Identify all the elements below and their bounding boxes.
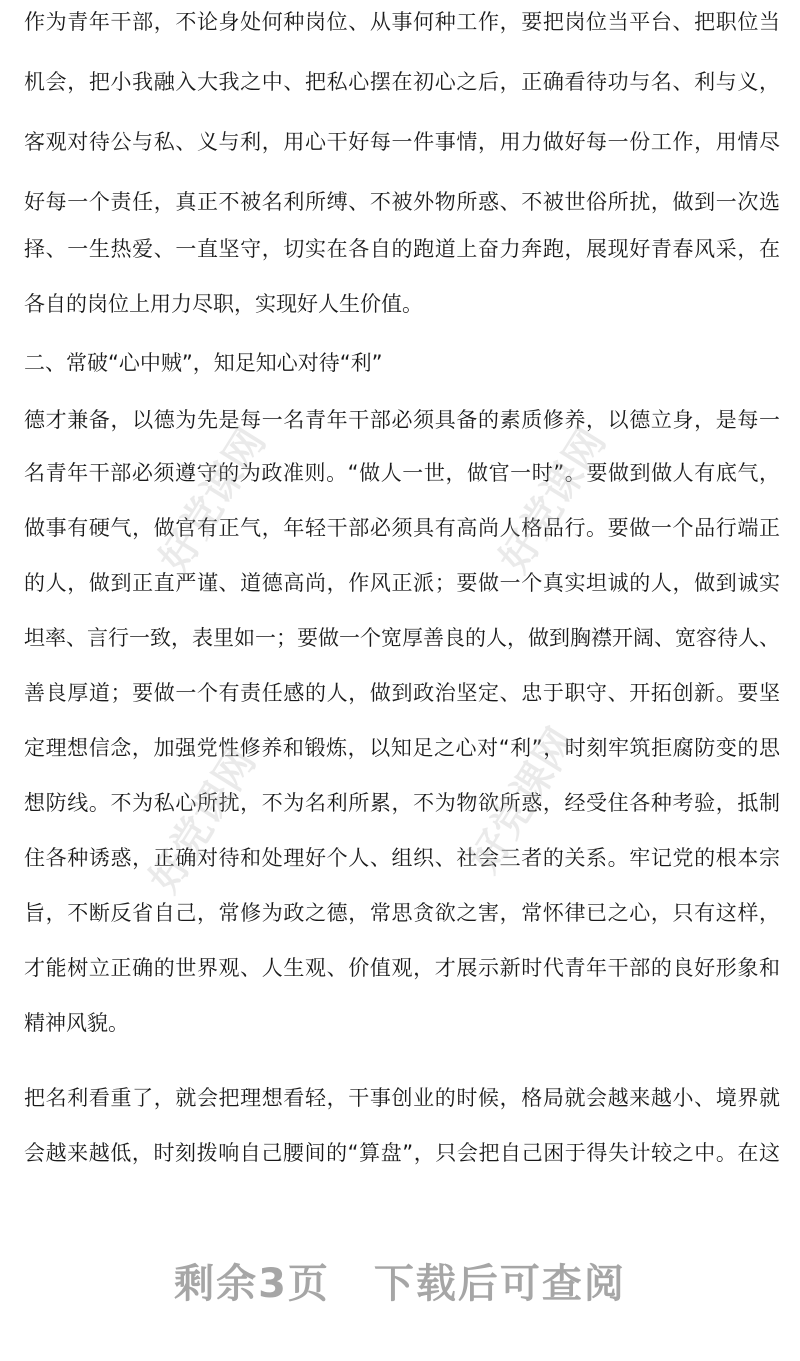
paragraph-line: 精神风貌。	[24, 1011, 129, 1035]
paragraph-line: 机会，把小我融入大我之中、把私心摆在初心之后，正确看待功与名、利与义，	[24, 70, 780, 94]
watermark-text: 好党课网	[461, 720, 585, 881]
section-heading: 二、常破“心中贼”，知足知心对待“利”	[24, 351, 383, 375]
watermark-text: 好党课网	[151, 420, 275, 581]
paragraph-line: 做事有硬气，做官有正气，年轻干部必须具有高尚人格品行。要做一个品行端正	[24, 516, 780, 540]
paragraph-line: 坦率、言行一致，表里如一；要做一个宽厚善良的人，做到胸襟开阔、宽容待人、	[24, 626, 780, 650]
paragraph-line: 把名利看重了，就会把理想看轻，干事创业的时候，格局就会越来越小、境界就	[24, 1086, 780, 1110]
paragraph-line: 善良厚道；要做一个有责任感的人，做到政治坚定、忠于职守、开拓创新。要坚	[24, 681, 780, 705]
paragraph-line: 名青年干部必须遵守的为政准则。“做人一世，做官一时”。要做到做人有底气，	[24, 461, 780, 485]
paragraph-line: 作为青年干部，不论身处何种岗位、从事何种工作，要把岗位当平台、把职位当	[24, 10, 780, 34]
paragraph-line: 各自的岗位上用力尽职，实现好人生价值。	[24, 292, 423, 316]
paragraph-line: 的人，做到正直严谨、道德高尚，作风正派；要做一个真实坦诚的人，做到诚实	[24, 571, 780, 595]
paragraph-line: 定理想信念，加强党性修养和锻炼，以知足之心对“利”，时刻牢筑拒腐防变的思	[24, 736, 780, 760]
paragraph-line: 择、一生热爱、一直坚守，切实在各自的跑道上奋力奔跑，展现好青春风采，在	[24, 237, 780, 261]
paragraph-line: 会越来越低，时刻拨响自己腰间的“算盘”，只会把自己困于得失计较之中。在这	[24, 1141, 780, 1165]
watermark-text: 好党课网	[141, 740, 265, 901]
paragraph-line: 德才兼备，以德为先是每一名青年干部必须具备的素质修养，以德立身，是每一	[24, 408, 780, 432]
remaining-pages-label: 剩余3页	[174, 1261, 330, 1307]
paragraph-line: 想防线。不为私心所扰，不为名利所累，不为物欲所惑，经受住各种考验，抵制	[24, 791, 780, 815]
paragraph-line: 好每一个责任，真正不被名利所缚、不被外物所惑、不被世俗所扰，做到一次选	[24, 190, 780, 214]
paragraph-line: 才能树立正确的世界观、人生观、价值观，才展示新时代青年干部的良好形象和	[24, 956, 780, 980]
watermark-text: 好党课网	[491, 420, 615, 581]
download-to-view-label[interactable]: 下载后可查阅	[373, 1261, 626, 1307]
paragraph-line: 住各种诱惑，正确对待和处理好个人、组织、社会三者的关系。牢记党的根本宗	[24, 846, 780, 870]
paragraph-line: 旨，不断反省自己，常修为政之德，常思贪欲之害，常怀律已之心，只有这样，	[24, 901, 780, 925]
remaining-pages-banner[interactable]	[0, 1252, 800, 1309]
paragraph-line: 客观对待公与私、义与利，用心干好每一件事情，用力做好每一份工作，用情尽	[24, 130, 780, 154]
